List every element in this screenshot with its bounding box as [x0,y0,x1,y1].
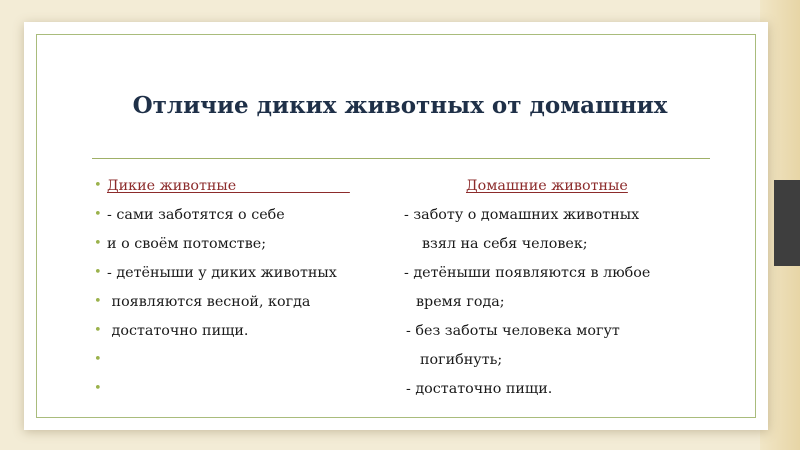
wild-text: появляются весной, когда [107,294,311,310]
domestic-text: - достаточно пищи. [406,381,553,397]
bullet-icon: • [94,207,102,222]
wild-text: достаточно пищи. [107,323,249,339]
bullet-icon: • [94,352,102,367]
bullet-icon: • [94,178,102,193]
slide-title: Отличие диких животных от домашних [132,92,668,119]
domestic-text: - без заботы человека могут [406,323,620,339]
domestic-text: погибнуть; [420,352,503,368]
bullet-icon: • [94,323,102,338]
domestic-text: - заботу о домашних животных [404,207,640,223]
bullet-icon: • [94,381,102,396]
bullet-icon: • [94,265,102,280]
wild-text: и о своём потомстве; [107,236,267,252]
bullet-icon: • [94,294,102,309]
domestic-text: время года; [416,294,505,310]
title-divider [92,158,710,159]
domestic-text: - детёныши появляются в любое [404,265,651,281]
header-wild-animals: Дикие животные [107,178,350,194]
wild-text: - сами заботятся о себе [107,207,285,223]
side-scroll-tab [774,180,800,266]
wild-text: - детёныши у диких животных [107,265,337,281]
bullet-icon: • [94,236,102,251]
domestic-text: взял на себя человек; [422,236,588,252]
header-domestic-animals: Домашние животные [466,178,628,194]
